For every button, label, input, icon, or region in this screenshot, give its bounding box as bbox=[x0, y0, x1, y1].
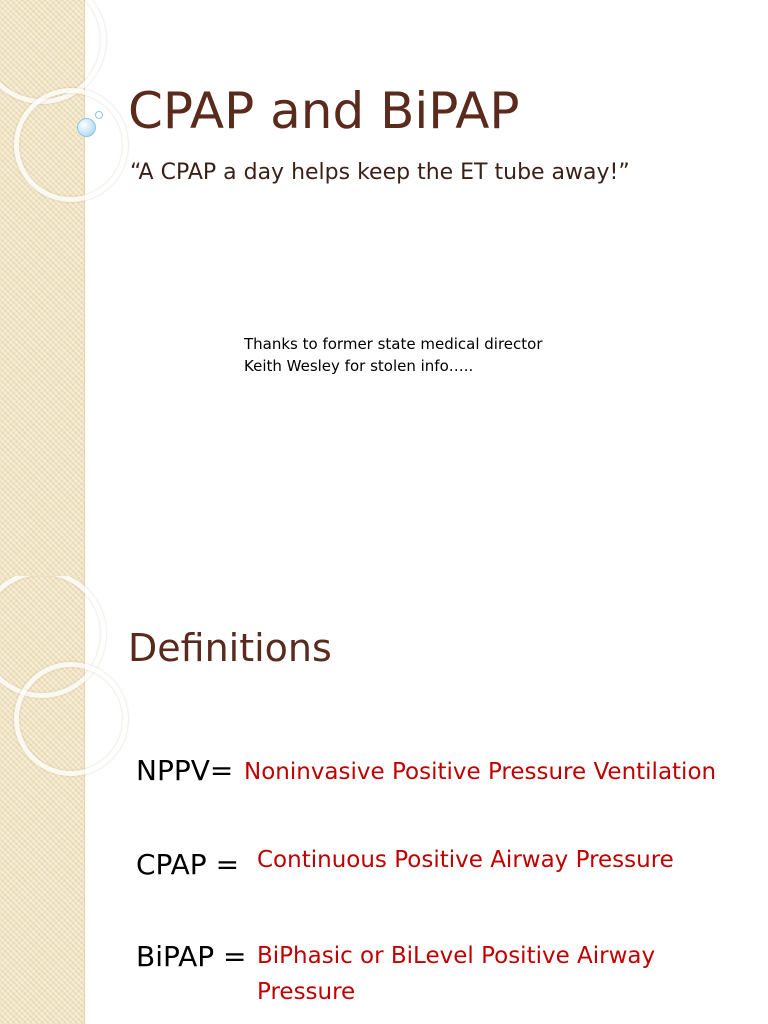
slide-title-text: CPAP and BiPAP bbox=[128, 82, 520, 140]
bubble-icon bbox=[77, 118, 96, 137]
definition-meaning-line: BiPhasic or BiLevel Positive Airway bbox=[257, 943, 656, 969]
decorative-side-panel bbox=[0, 576, 85, 1024]
definitions-heading: Definitions bbox=[128, 626, 332, 670]
decorative-ring-icon bbox=[14, 662, 128, 776]
definition-meaning: Noninvasive Positive Pressure Ventilation bbox=[244, 759, 717, 785]
definition-meaning: Continuous Positive Airway Pressure bbox=[257, 847, 674, 873]
definition-meaning-line: Pressure bbox=[257, 979, 356, 1005]
acknowledgement-note bbox=[244, 333, 543, 377]
acknowledgement-line: Keith Wesley for stolen info….. bbox=[244, 357, 474, 375]
decorative-ring-icon bbox=[14, 88, 128, 202]
definition-term: NPPV= bbox=[136, 754, 234, 787]
acknowledgement-line: Thanks to former state medical director bbox=[244, 335, 543, 353]
decorative-side-panel bbox=[0, 0, 85, 576]
decorative-ring-icon bbox=[0, 0, 106, 104]
definition-term: BiPAP = bbox=[136, 940, 247, 973]
small-bubble-icon bbox=[95, 111, 103, 119]
definition-meaning bbox=[257, 938, 655, 1010]
slide-definitions bbox=[0, 576, 768, 1024]
definition-term: CPAP = bbox=[136, 848, 240, 881]
slide-subtitle: “A CPAP a day helps keep the ET tube away!” bbox=[130, 160, 630, 185]
